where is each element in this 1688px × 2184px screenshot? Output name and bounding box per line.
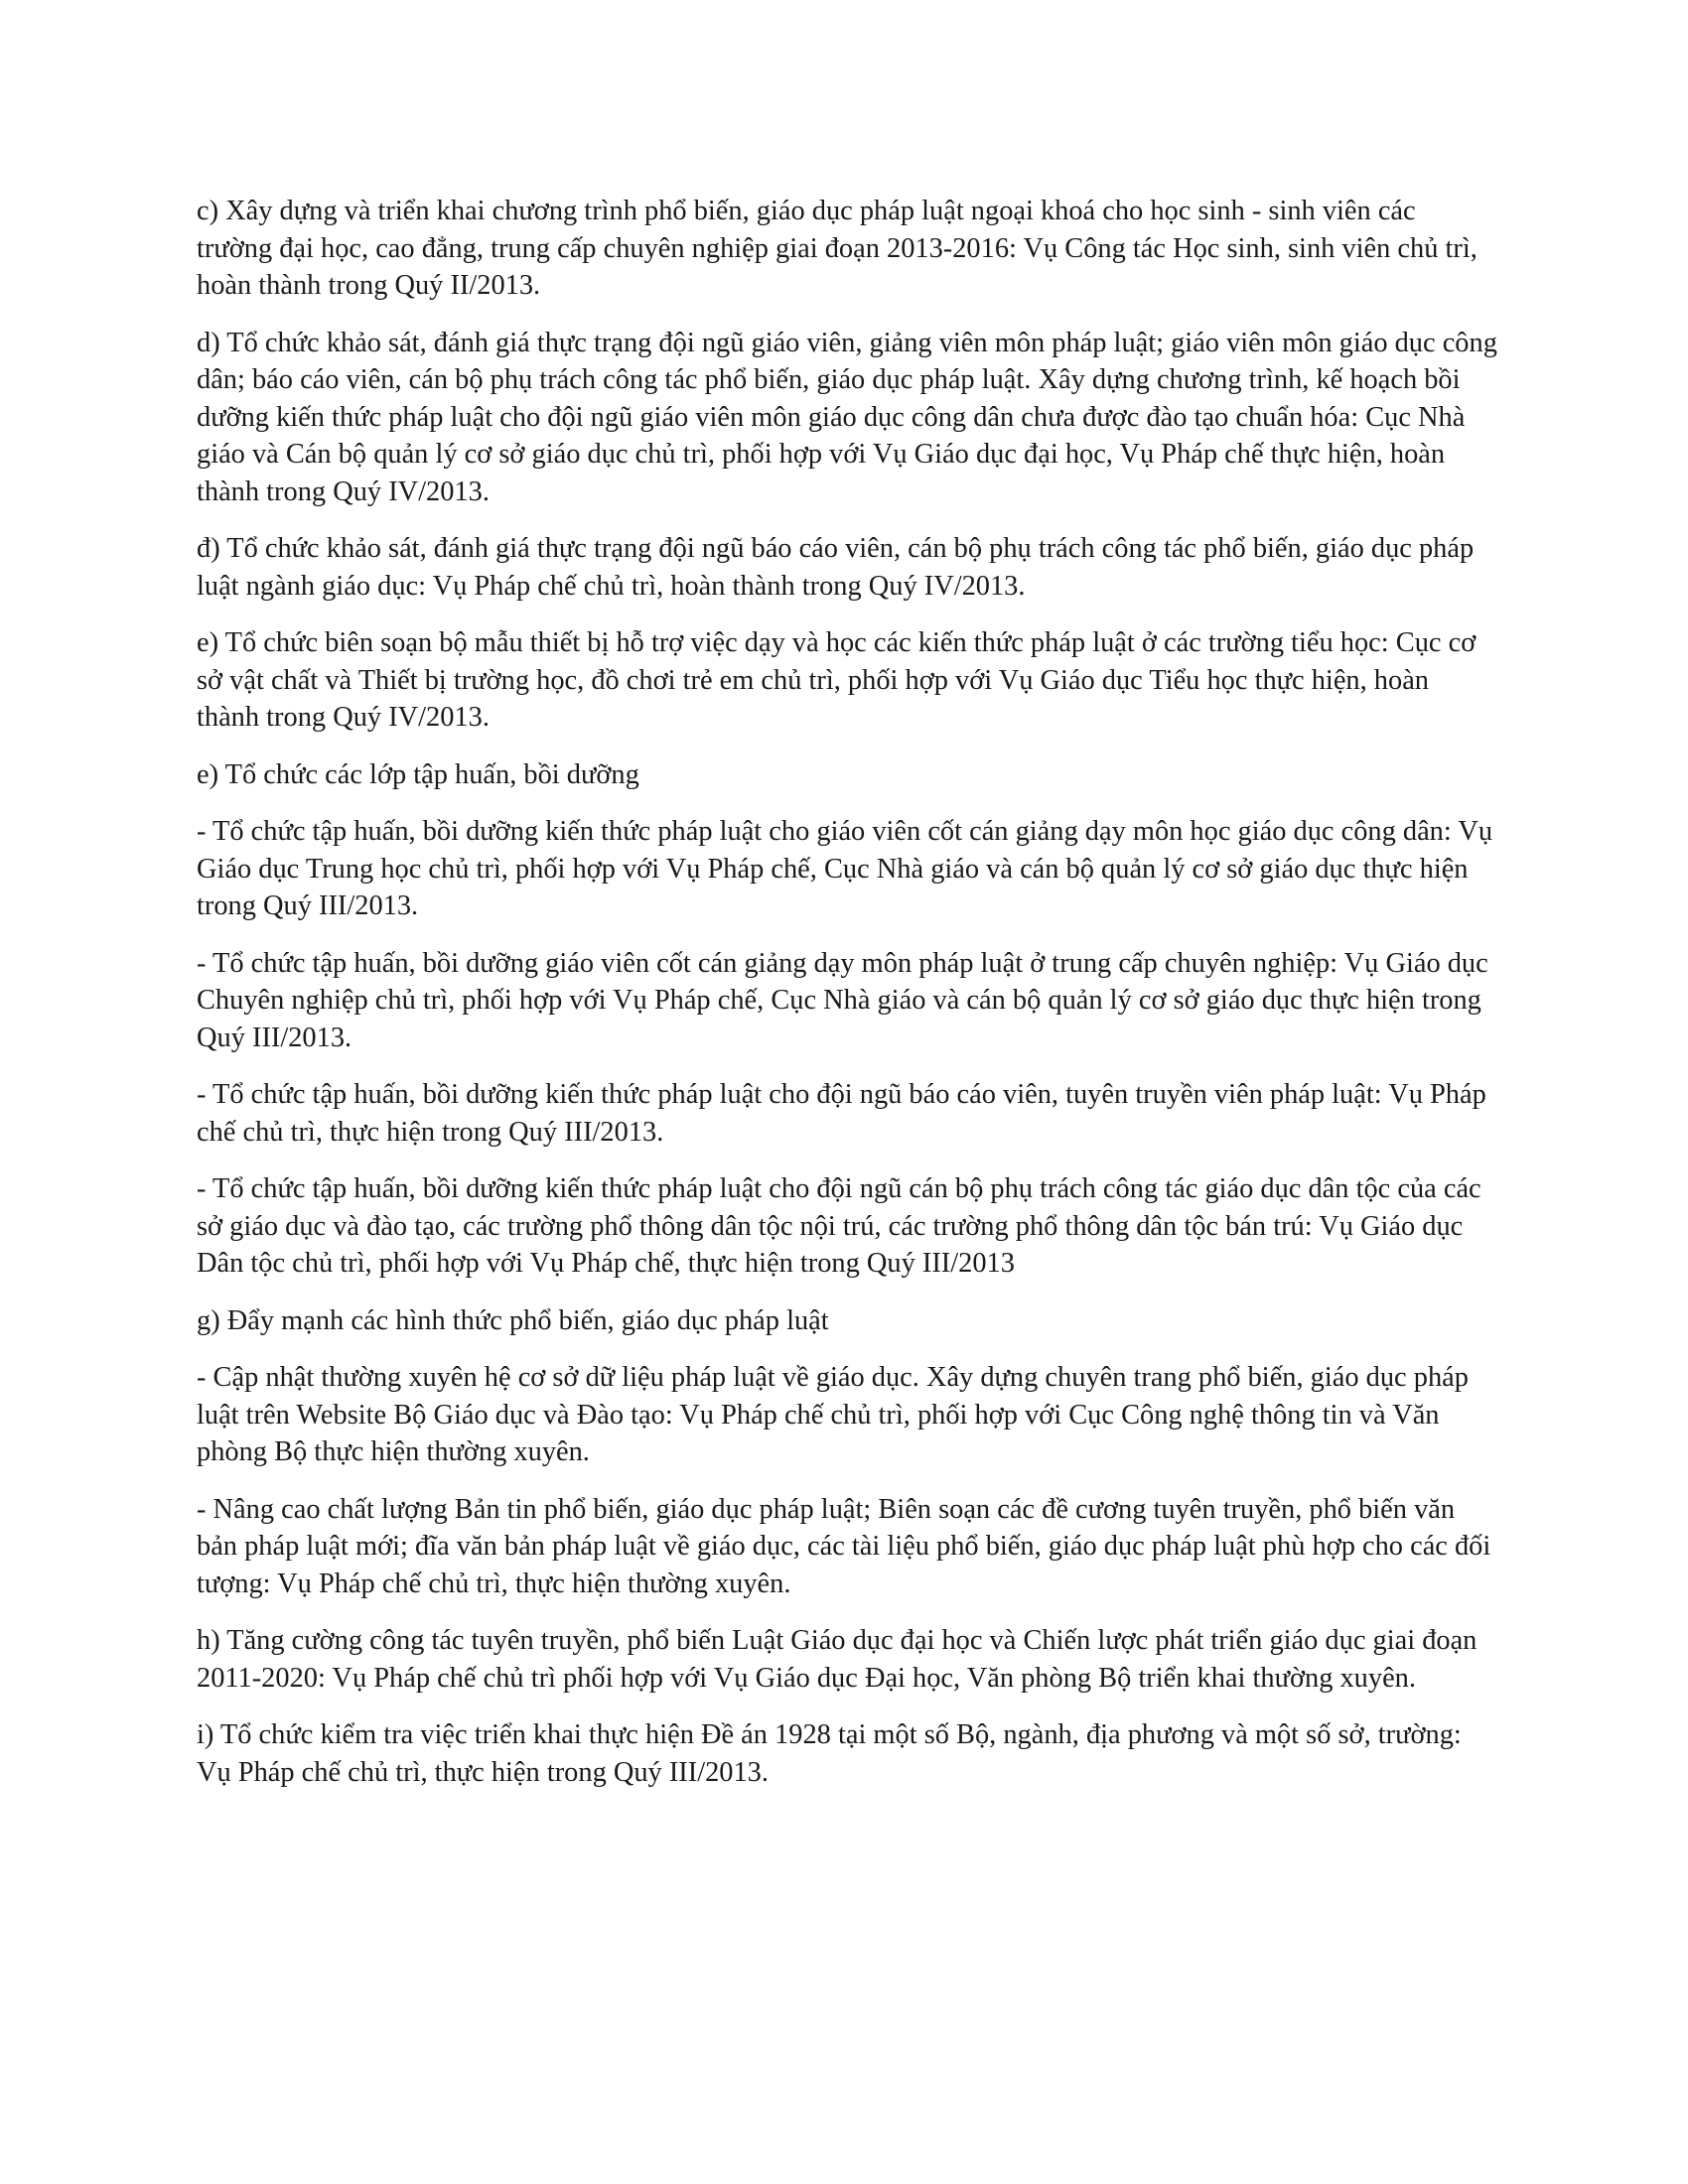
paragraph-training-reporters: - Tổ chức tập huấn, bồi dưỡng kiến thức pháp luật cho đội ngũ báo cáo viên, tuyên truyền viên pháp luật: Vụ Pháp chế chủ trì, thực hiện trong Quý III/2013. — [197, 1079, 1486, 1148]
paragraph-e-training-heading: e) Tổ chức các lớp tập huấn, bồi dưỡng — [197, 758, 639, 790]
paragraph-dd: đ) Tổ chức khảo sát, đánh giá thực trạng đội ngũ báo cáo viên, cán bộ phụ trách công tác phổ biến, giáo dục pháp luật ngành giáo dục: Vụ Pháp chế chủ trì, hoàn thành trong Quý IV/2013. — [197, 533, 1475, 602]
paragraph-training-civic-education: - Tổ chức tập huấn, bồi dưỡng kiến thức pháp luật cho giáo viên cốt cán giảng dạy môn học giáo dục công dân: Vụ Giáo dục Trung học chủ trì, phối hợp với Vụ Pháp chế, Cục Nhà giáo và cán bộ quản lý cơ sở giáo dục thực hiện trong Quý III/2013. — [197, 816, 1493, 921]
paragraph-e-materials: e) Tổ chức biên soạn bộ mẫu thiết bị hỗ trợ việc dạy và học các kiến thức pháp luật ở các trường tiểu học: Cục cơ sở vật chất và Thiết bị trường học, đồ chơi trẻ em chủ trì, phối hợp với Vụ Giáo dục Tiểu học thực hiện, hoàn thành trong Quý IV/2013. — [197, 627, 1477, 733]
document-body — [197, 193, 1497, 1811]
paragraph-training-vocational: - Tổ chức tập huấn, bồi dưỡng giáo viên cốt cán giảng dạy môn pháp luật ở trung cấp chuyên nghiệp: Vụ Giáo dục Chuyên nghiệp chủ trì, phối hợp với Vụ Pháp chế, Cục Nhà giáo và cán bộ quản lý cơ sở giáo dục thực hiện trong Quý III/2013. — [197, 947, 1488, 1053]
paragraph-i: i) Tổ chức kiểm tra việc triển khai thực hiện Đề án 1928 tại một số Bộ, ngành, địa phương và một số sở, trường: Vụ Pháp chế chủ trì, thực hiện trong Quý III/2013. — [197, 1719, 1462, 1788]
paragraph-c: c) Xây dựng và triển khai chương trình phổ biến, giáo dục pháp luật ngoại khoá cho học sinh - sinh viên các trường đại học, cao đẳng, trung cấp chuyên nghiệp giai đoạn 2013-2016: Vụ Công tác Học sinh, sinh viên chủ trì, hoàn thành trong Quý II/2013. — [197, 196, 1477, 301]
paragraph-g-bulletin: - Nâng cao chất lượng Bản tin phổ biến, giáo dục pháp luật; Biên soạn các đề cương tuyên truyền, phổ biến văn bản pháp luật mới; đĩa văn bản pháp luật về giáo dục, các tài liệu phổ biến, giáo dục pháp luật phù hợp cho các đối tượng: Vụ Pháp chế chủ trì, thực hiện thường xuyên. — [197, 1493, 1491, 1599]
paragraph-training-ethnic-education: - Tổ chức tập huấn, bồi dưỡng kiến thức pháp luật cho đội ngũ cán bộ phụ trách công tác giáo dục dân tộc của các sở giáo dục và đào tạo, các trường phổ thông dân tộc nội trú, các trường phổ thông dân tộc bán trú: Vụ Giáo dục Dân tộc chủ trì, phối hợp với Vụ Pháp chế, thực hiện trong Quý III/2013 — [197, 1173, 1481, 1279]
paragraph-g-database: - Cập nhật thường xuyên hệ cơ sở dữ liệu pháp luật về giáo dục. Xây dựng chuyên trang phổ biến, giáo dục pháp luật trên Website Bộ Giáo dục và Đào tạo: Vụ Pháp chế chủ trì, phối hợp với Cục Công nghệ thông tin và Văn phòng Bộ thực hiện thường xuyên. — [197, 1362, 1469, 1467]
paragraph-g-heading: g) Đẩy mạnh các hình thức phổ biến, giáo dục pháp luật — [197, 1304, 829, 1336]
paragraph-h: h) Tăng cường công tác tuyên truyền, phổ biến Luật Giáo dục đại học và Chiến lược phát triển giáo dục giai đoạn 2011-2020: Vụ Pháp chế chủ trì phối hợp với Vụ Giáo dục Đại học, Văn phòng Bộ triển khai thường xuyên. — [197, 1625, 1477, 1694]
paragraph-d: d) Tổ chức khảo sát, đánh giá thực trạng đội ngũ giáo viên, giảng viên môn pháp luật; giáo viên môn giáo dục công dân; báo cáo viên, cán bộ phụ trách công tác phổ biến, giáo dục pháp luật. Xây dựng chương trình, kế hoạch bồi dưỡng kiến thức pháp luật cho đội ngũ giáo viên môn giáo dục công dân chưa được đào tạo chuẩn hóa: Cục Nhà giáo và Cán bộ quản lý cơ sở giáo dục chủ trì, phối hợp với Vụ Giáo dục đại học, Vụ Pháp chế thực hiện, hoàn thành trong Quý IV/2013. — [197, 327, 1497, 507]
